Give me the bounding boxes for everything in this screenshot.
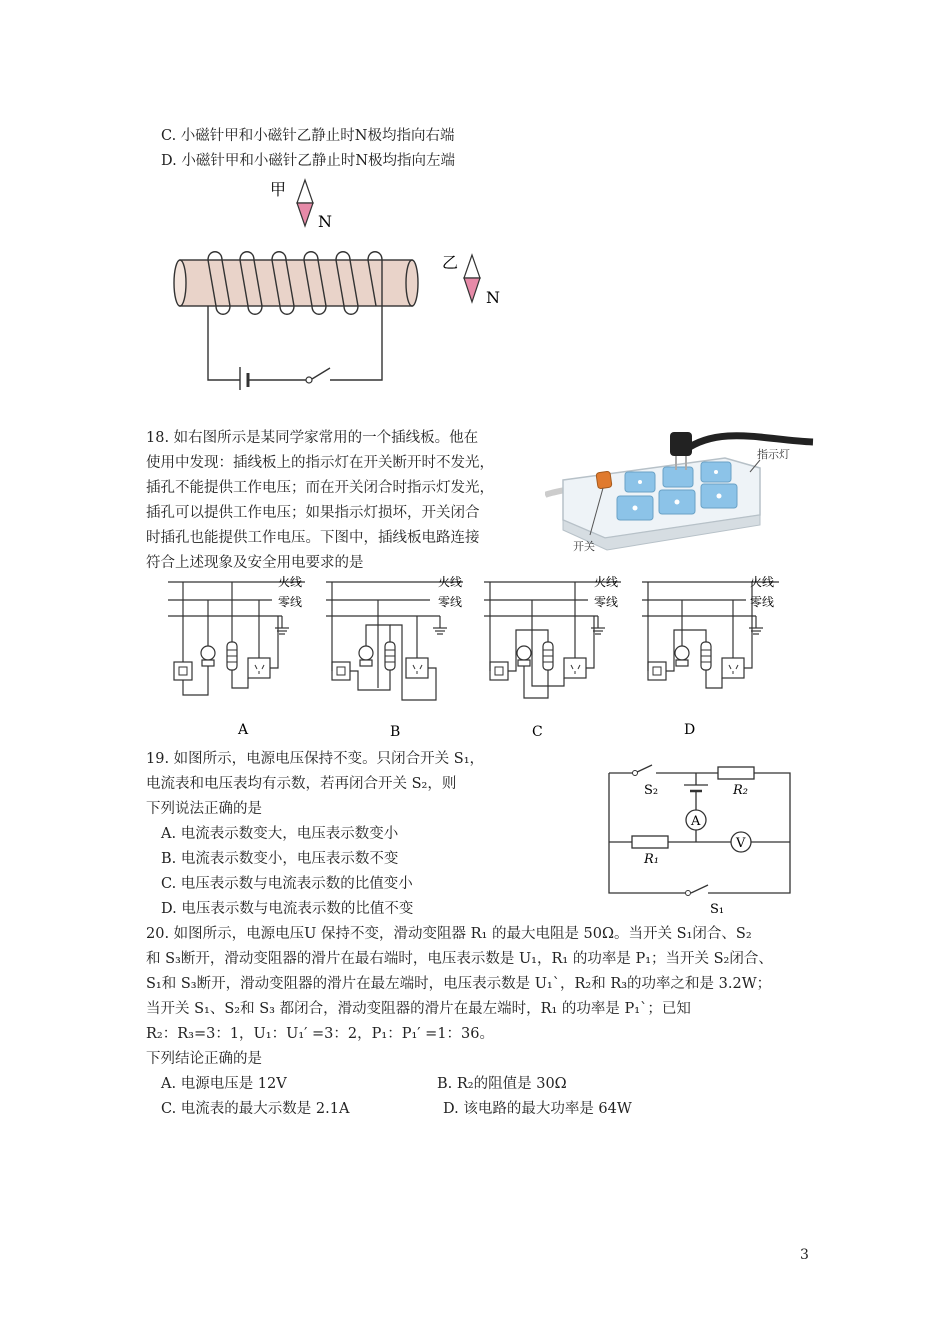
voltmeter-symbol: V [736, 836, 746, 851]
q20-option-d: D. 该电路的最大功率是 64W [443, 1101, 632, 1117]
needle-jia-label: 甲 [270, 180, 287, 199]
diagram-label-d: D [684, 722, 696, 738]
q20-line-4: 当开关 S₁、S₂和 S₃ 都闭合，滑动变阻器的滑片在最左端时，R₁ 的功率是 P₁`；已知 [146, 1001, 691, 1017]
indicator-light-label: 指示灯 [757, 448, 790, 461]
page-number: 3 [800, 1247, 809, 1263]
q20-line-2: 和 S₃断开，滑动变阻器的滑片在最右端时，电压表示数是 U₁，R₁ 的功率是 P₁；当开关 S₂闭合、 [146, 951, 773, 967]
q19-line-1: 19. 如图所示，电源电压保持不变。只闭合开关 S₁， [146, 751, 485, 767]
q19-option-a: A. 电流表示数变大，电压表示数变小 [161, 826, 399, 842]
q19-option-b: B. 电流表示数变小，电压表示数不变 [161, 851, 399, 867]
needle-jia-top [297, 180, 313, 203]
core-left-end [174, 260, 186, 306]
ammeter-symbol: A [691, 814, 701, 829]
neutral-wire-label-c: 零线 [594, 595, 619, 609]
q20-option-a: A. 电源电压是 12V [161, 1076, 287, 1092]
r1-label: R₁ [644, 852, 659, 867]
switch-blade [312, 368, 330, 379]
plug [670, 432, 692, 456]
power-strip-photo [545, 420, 815, 560]
circuit-wire [208, 315, 240, 380]
strip-switch [596, 471, 612, 489]
diagram-label-c: C [532, 724, 543, 740]
q18-line-2: 使用中发现：插线板上的指示灯在开关断开时不发光， [146, 455, 494, 471]
q19-option-d: D. 电压表示数与电流表示数的比值不变 [161, 901, 414, 917]
q18-line-5: 时插孔也能提供工作电压。下图中，插线板电路连接 [146, 530, 480, 546]
q17-option-d: D. 小磁针甲和小磁针乙静止时N极均指向左端 [161, 153, 456, 169]
switch-contact [306, 377, 312, 383]
s1-label: S₁ [710, 902, 725, 917]
q20-option-c: C. 电流表的最大示数是 2.1A [161, 1101, 350, 1117]
live-wire-label-d: 火线 [750, 575, 775, 589]
live-wire-label-c: 火线 [594, 575, 619, 589]
needle-yi-top [464, 255, 480, 278]
needle-yi-n-label: N [486, 288, 500, 307]
s2-label: S₂ [644, 783, 659, 798]
switch-label: 开关 [573, 540, 595, 553]
solenoid-figure [160, 175, 520, 390]
core-right-end [406, 260, 418, 306]
q18-line-3: 插孔不能提供工作电压；而在开关闭合时指示灯发光， [146, 480, 494, 496]
live-wire-label-b: 火线 [278, 575, 303, 589]
r2-label: R₂ [733, 783, 748, 798]
q20-line-6: 下列结论正确的是 [146, 1051, 262, 1067]
q18-line-6: 符合上述现象及安全用电要求的是 [146, 555, 364, 571]
neutral-wire-label-d: 零线 [750, 595, 775, 609]
q20-line-3: S₁和 S₃断开，滑动变阻器的滑片在最左端时，电压表示数是 U₁`，R₂和 R₃的功率之和是 3.2W； [146, 976, 772, 992]
needle-yi-bottom [464, 278, 480, 302]
neutral-wire-label-a: 零线 [438, 595, 463, 609]
needle-yi-label: 乙 [442, 253, 459, 272]
q20-line-1: 20. 如图所示，电源电压U 保持不变，滑动变阻器 R₁ 的最大电阻是 50Ω。当开关 S₁闭合、S₂ [146, 926, 752, 942]
needle-jia-bottom [297, 203, 313, 226]
q19-line-3: 下列说法正确的是 [146, 801, 262, 817]
q18-line-4: 插孔可以提供工作电压；如果指示灯损坏，开关闭合 [146, 505, 480, 521]
q18-line-1: 18. 如右图所示是某同学家常用的一个插线板。他在 [146, 430, 479, 446]
live-wire-label-a: 火线 [438, 575, 463, 589]
q19-circuit [600, 760, 800, 920]
q17-option-c: C. 小磁针甲和小磁针乙静止时N极均指向右端 [161, 128, 455, 144]
q20-option-b: B. R₂的阻值是 30Ω [437, 1076, 567, 1092]
q20-line-5: R₂：R₃=3：1，U₁：U₁′ =3：2，P₁：P₁′ =1：36。 [146, 1026, 494, 1042]
q19-option-c: C. 电压表示数与电流表示数的比值变小 [161, 876, 413, 892]
neutral-wire-label-b: 零线 [278, 595, 303, 609]
needle-jia-n-label: N [318, 212, 332, 231]
wiring-diagrams [160, 570, 800, 745]
diagram-label-a: A [238, 722, 249, 738]
diagram-label-b: B [390, 724, 401, 740]
q19-line-2: 电流表和电压表均有示数，若再闭合开关 S₂，则 [146, 776, 457, 792]
